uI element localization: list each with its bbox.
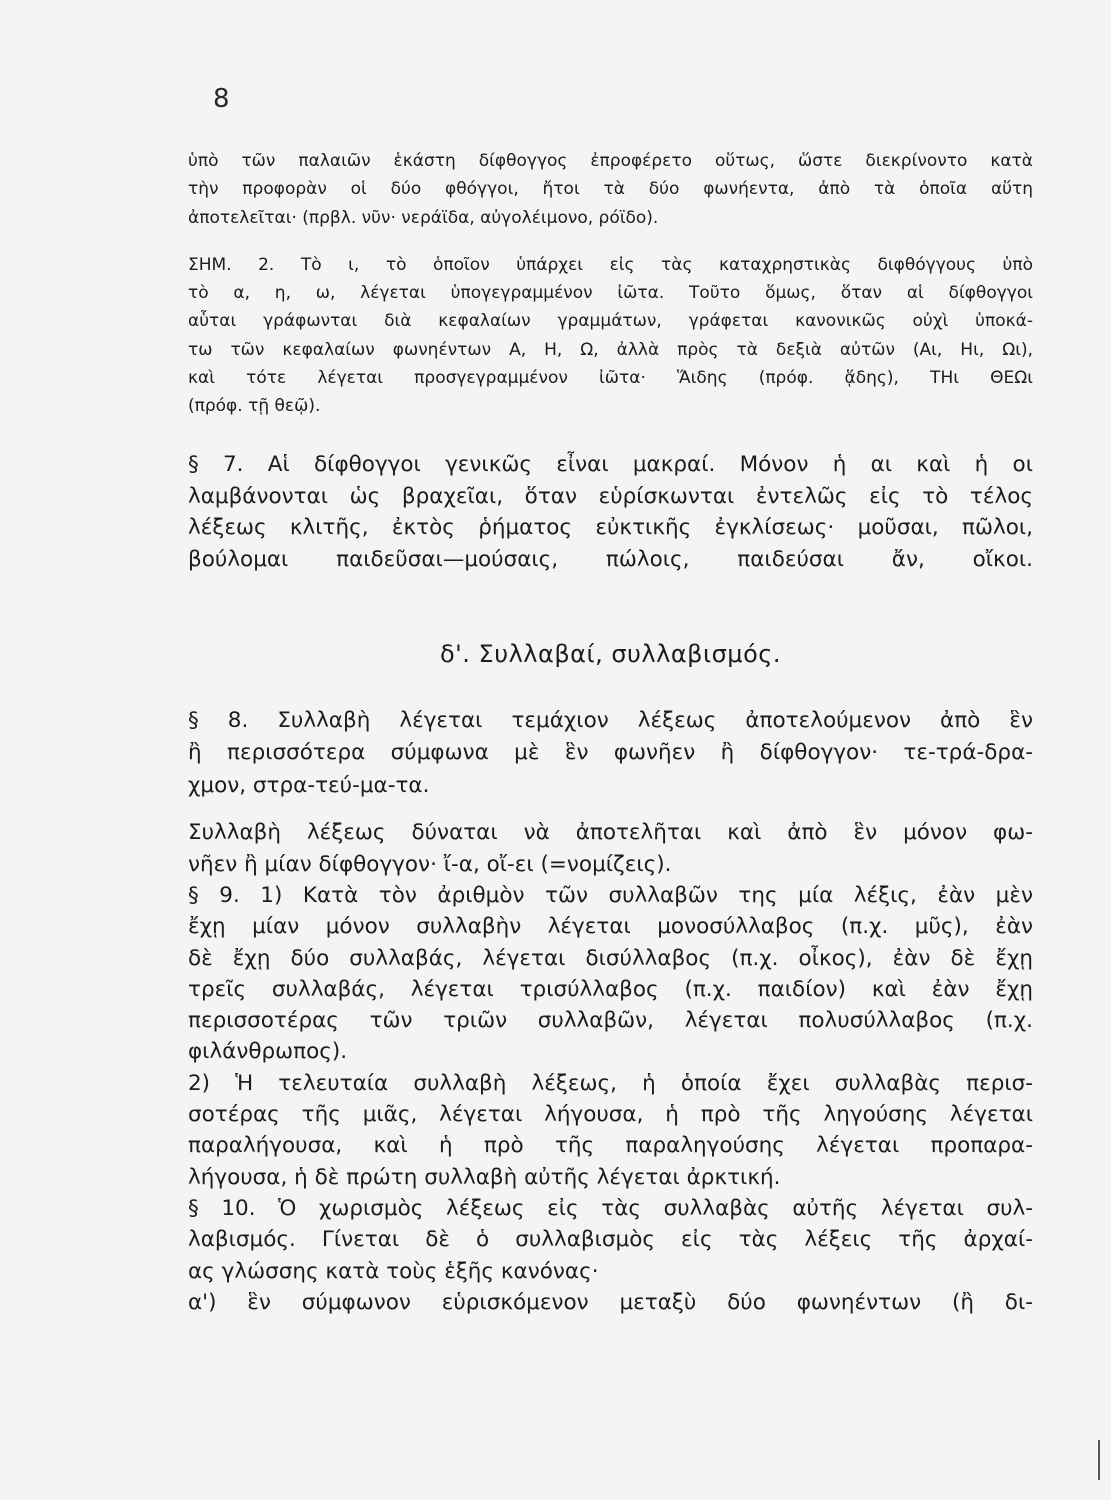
paragraph-section-7 bbox=[188, 449, 1033, 575]
text-line: λέξεως κλιτῆς, ἐκτὸς ῥήματος εὐκτικῆς ἐγκλίσεως· μοῦσαι, πῶλοι, bbox=[188, 515, 1033, 540]
paragraph-continuation bbox=[188, 147, 1033, 232]
text-line: σοτέρας τῆς μιᾶς, λέγεται λήγουσα, ἡ πρὸ τῆς ληγούσης λέγεται bbox=[188, 1102, 1033, 1128]
text-line: αὗται γράφωνται διὰ κεφαλαίων γραμμάτων, γράφεται κανονικῶς οὐχὶ ὑποκά- bbox=[188, 311, 1033, 332]
text-line: λήγουσα, ἡ δὲ πρώτη συλλαβὴ αὐτῆς λέγεται ἀρκτική. bbox=[188, 1164, 781, 1190]
text-line: ἢ περισσότερα σύμφωνα μὲ ἓν φωνῆεν ἢ δίφθογγον· τε-τρά-δρα- bbox=[188, 740, 1033, 766]
text-line: § 10. Ὁ χωρισμὸς λέξεως εἰς τὰς συλλαβὰς αὐτῆς λέγεται συλ- bbox=[188, 1195, 1033, 1221]
paragraph-section-8-note bbox=[188, 817, 1033, 880]
text-line: ας γλώσσης κατὰ τοὺς ἑξῆς κανόνας· bbox=[188, 1258, 599, 1284]
text-line: λαμβάνονται ὡς βραχεῖαι, ὅταν εὑρίσκωνται ἐντελῶς εἰς τὸ τέλος bbox=[188, 483, 1033, 509]
paragraph-section-8 bbox=[188, 705, 1033, 802]
text-line: λαβισμός. Γίνεται δὲ ὁ συλλαβισμὸς εἰς τὰς λέξεις τῆς ἀρχαί- bbox=[188, 1227, 1033, 1253]
text-line: ἀποτελεῖται· (πρβλ. νῦν· νεράϊδα, αὐγολέιμονο, ρόϊδο). bbox=[188, 207, 659, 228]
text-line: ΣΗΜ. 2. Τὸ ι, τὸ ὁποῖον ὑπάρχει εἰς τὰς καταχρηστικὰς διφθόγγους ὑπὸ bbox=[188, 255, 1033, 275]
text-line: § 8. Συλλαβὴ λέγεται τεμάχιον λέξεως ἀποτελούμενον ἀπὸ ἓν bbox=[188, 708, 1033, 733]
text-line: νῆεν ἢ μίαν δίφθογγον· ἴ-α, οἴ-ει (=νομίζεις). bbox=[188, 851, 672, 877]
text-line: § 7. Αἱ δίφθογγοι γενικῶς εἶναι μακραί. Μόνον ἡ αι καὶ ἡ οι bbox=[188, 452, 1033, 477]
paragraph-note-2 bbox=[188, 251, 1033, 420]
text-line: καὶ τότε λέγεται προσγεγραμμένον ἰῶτα· Ἅιδης (πρόφ. ᾅδης), ΤΗι ΘΕΩι bbox=[188, 367, 1033, 388]
text-line: τὴν προφορὰν οἱ δύο φθόγγοι, ἤτοι τὰ δύο φωνήεντα, ἀπὸ τὰ ὁποῖα αὕτη bbox=[188, 179, 1033, 200]
page-edge-mark bbox=[1098, 1440, 1100, 1480]
text-line: χμον, στρα-τεύ-μα-τα. bbox=[188, 772, 430, 798]
text-line: βούλομαι παιδεῦσαι—μούσαις, πώλοις, παιδεύσαι ἄν, οἴκοι. bbox=[188, 546, 1033, 572]
text-line: § 9. 1) Κατὰ τὸν ἀριθμὸν τῶν συλλαβῶν της μία λέξις, ἐὰν μὲν bbox=[188, 883, 1033, 908]
text-line: (πρόφ. τῇ θεῷ). bbox=[188, 396, 321, 417]
text-line: τω τῶν κεφαλαίων φωνηέντων Α, Η, Ω, ἀλλὰ πρὸς τὰ δεξιὰ αὐτῶν (Αι, Ηι, Ωι), bbox=[188, 339, 1033, 360]
text-line: ἔχῃ μίαν μόνον συλλαβὴν λέγεται μονοσύλλαβος (π.χ. μῦς), ἐὰν bbox=[188, 914, 1033, 940]
text-line: ὑπὸ τῶν παλαιῶν ἑκάστη δίφθογγος ἐπροφέρετο οὕτως, ὥστε διεκρίνοντο κατὰ bbox=[188, 151, 1033, 171]
text-line: α') ἓν σύμφωνον εὑρισκόμενον μεταξὺ δύο φωνηέντων (ἢ δι- bbox=[188, 1289, 1033, 1315]
paragraph-section-9-10 bbox=[188, 880, 1033, 1318]
text-line: παραλήγουσα, καὶ ἡ πρὸ τῆς παραληγούσης λέγεται προπαρα- bbox=[188, 1133, 1033, 1159]
text-line: 2) Ἡ τελευταία συλλαβὴ λέξεως, ἡ ὁποία ἔχει συλλαβὰς περισ- bbox=[188, 1070, 1033, 1096]
text-line: δὲ ἔχῃ δύο συλλαβάς, λέγεται δισύλλαβος (π.χ. οἶκος), ἐὰν δὲ ἔχῃ bbox=[188, 945, 1033, 971]
page-number: 8 bbox=[213, 84, 230, 114]
text-line: τρεῖς συλλαβάς, λέγεται τρισύλλαβος (π.χ. παιδίον) καὶ ἐὰν ἔχῃ bbox=[188, 976, 1033, 1002]
text-line: Συλλαβὴ λέξεως δύναται νὰ ἀποτελῆται καὶ ἀπὸ ἓν μόνον φω- bbox=[188, 820, 1033, 845]
text-line: τὸ α, η, ω, λέγεται ὑπογεγραμμένον ἰῶτα. Τοῦτο ὅμως, ὅταν αἱ δίφθογγοι bbox=[188, 283, 1033, 304]
section-heading: δ'. Συλλαβαί, συλλαβισμός. bbox=[440, 640, 781, 668]
text-line: φιλάνθρωπος). bbox=[188, 1039, 348, 1065]
text-line: περισσοτέρας τῶν τριῶν συλλαβῶν, λέγεται πολυσύλλαβος (π.χ. bbox=[188, 1008, 1033, 1034]
